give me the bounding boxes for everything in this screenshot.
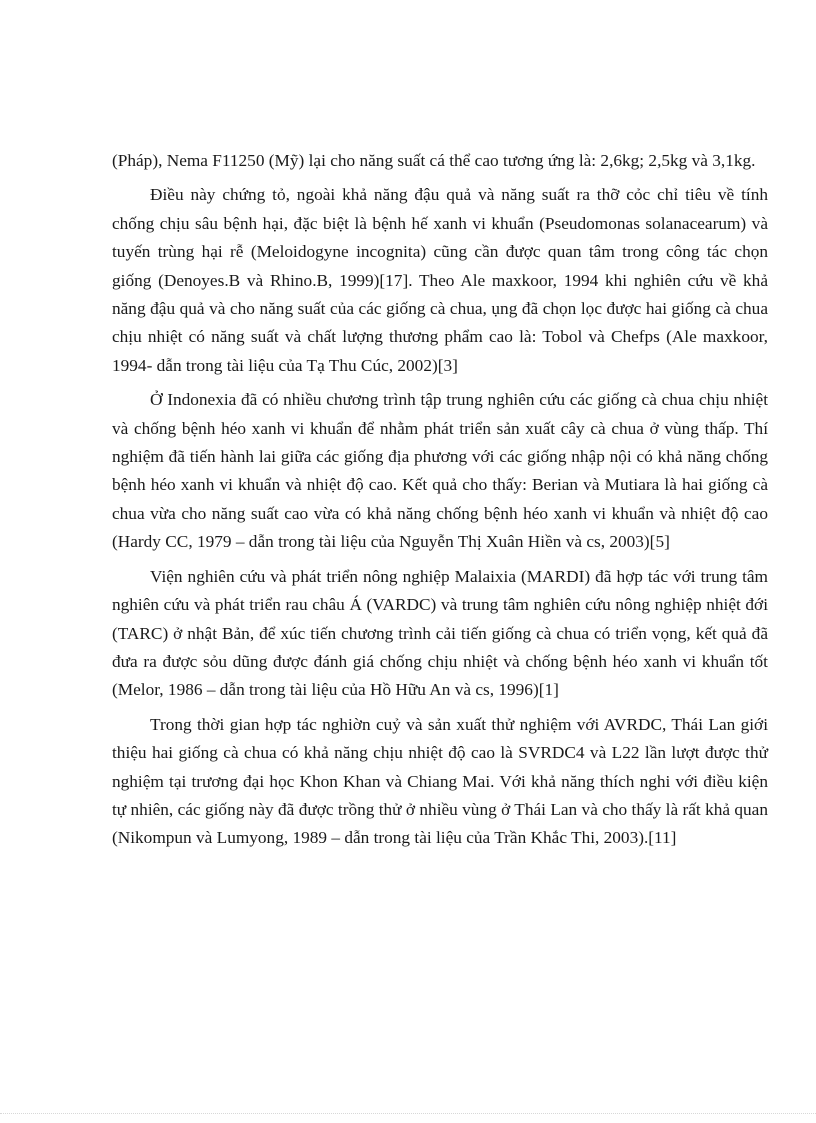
- paragraph-indonesia: Ở Indonexia đã có nhiều chương trình tập trung nghiên cứu các giống cà chua chịu nhiệt và chống bệnh héo xanh vi khuẩn để nhằm phát triển sản xuất cây cà chua ở vùng thấp. Thí nghiệm đã tiến hành lai giữa các giống địa phương với các giống nhập nội có khả năng chống bệnh héo xanh vi khuẩn và nhiệt độ cao. Kết quả cho thấy: Berian và Mutiara là hai giống cà chua vừa cho năng suất cao vừa có khả năng chống bệnh héo xanh vi khuẩn và nhiệt độ cao (Hardy CC, 1979 – dẫn trong tài liệu của Nguyễn Thị Xuân Hiền và cs, 2003)[5]: [112, 390, 768, 552]
- page-bottom-divider: [0, 1113, 816, 1114]
- paragraph-continuation: (Pháp), Nema F11250 (Mỹ) lại cho năng suất cá thể cao tương ứng là: 2,6kg; 2,5kg và 3,1kg.: [112, 151, 756, 170]
- paragraph-thailand: Trong thời gian hợp tác nghiờn cuỷ và sản xuất thử nghiệm với AVRDC, Thái Lan giới thiệu hai giống cà chua có khả năng chịu nhiệt độ cao là SVRDC4 và L22 lần lượt được thử nghiệm tại trương đại học Khon Khan và Chiang Mai. Với khả năng thích nghi với điều kiện tự nhiên, các giống này đã được trồng thử ở nhiều vùng ở Thái Lan và cho thấy là rất khả quan (Nikompun và Lumyong, 1989 – dẫn trong tài liệu của Trần Khắc Thi, 2003).[11]: [112, 714, 768, 848]
- body-text: [112, 147, 768, 859]
- paragraph-malaysia: Viện nghiên cứu và phát triển nông nghiệp Malaixia (MARDI) đã hợp tác với trung tâm nghiên cứu và phát triển rau châu Á (VARDC) và trung tâm nghiên cứu nông nghiệp nhiệt đới (TARC) ở nhật Bản, để xúc tiến chương trình cải tiến giống cà chua có triển vọng, kết quả đã đưa ra được sỏu dũng được đánh giá chống chịu nhiệt và chống bệnh héo xanh vi khuẩn tốt (Melor, 1986 – dẫn trong tài liệu của Hồ Hữu An và cs, 1996)[1]: [112, 566, 768, 700]
- paragraph-pest-resistance: Điều này chứng tỏ, ngoài khả năng đậu quả và năng suất ra thỡ cỏc chỉ tiêu về tính chống chịu sâu bệnh hại, đặc biệt là bệnh hế xanh vi khuẩn (Pseudomonas solanacearum) và tuyến trùng hại rễ (Meloidogyne incognita) cũng cần được quan tâm trong công tác chọn giống (Denoyes.B và Rhino.B, 1999)[17]. Theo Ale maxkoor, 1994 khi nghiên cứu về khả năng đậu quả và cho năng suất của các giống cà chua, ụng đã chọn lọc được hai giống cà chua chịu nhiệt có năng suất và chất lượng thương phẩm cao là: Tobol và Chefps (Ale maxkoor, 1994- dẫn trong tài liệu của Tạ Thu Cúc, 2002)[3]: [112, 185, 768, 375]
